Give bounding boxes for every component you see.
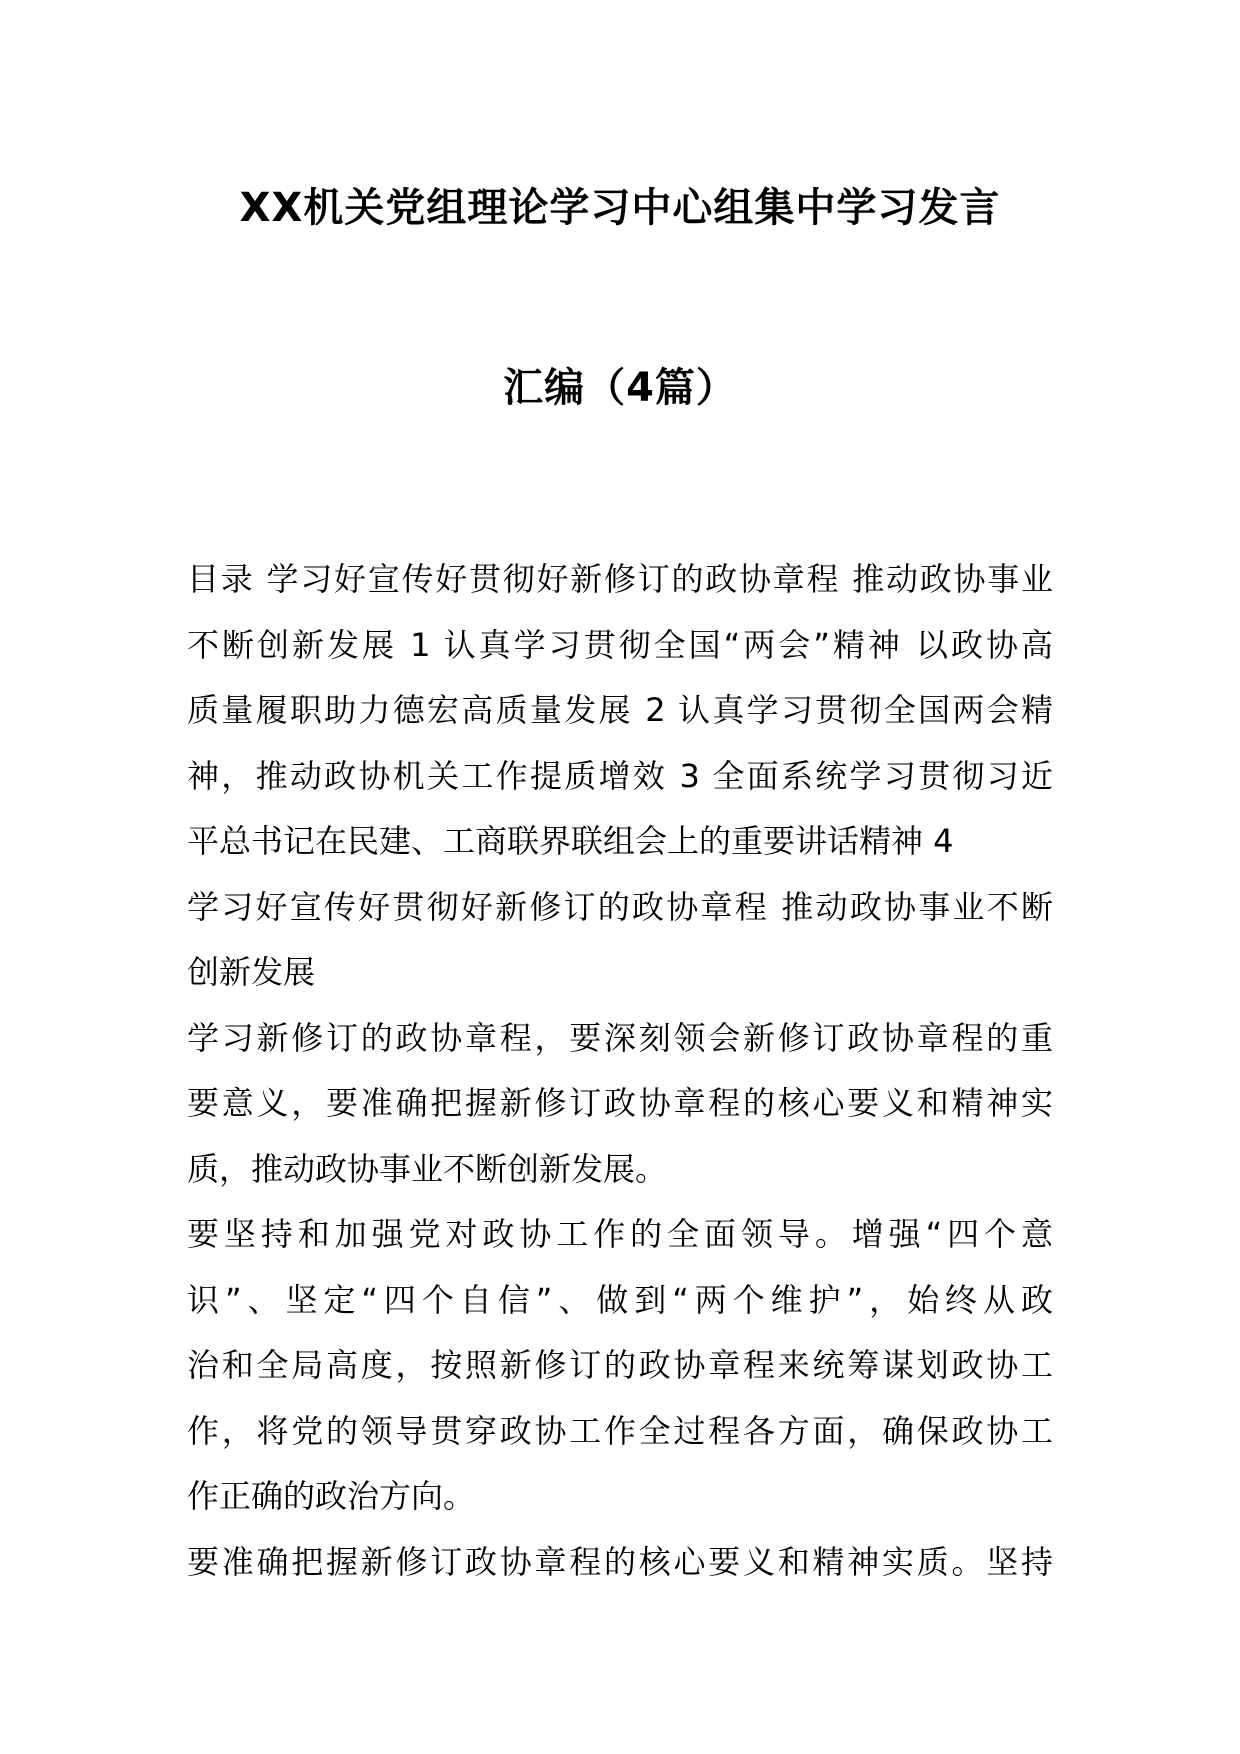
body-text-line: 治和全局高度，按照新修订的政协章程来统筹谋划政协工 [187, 1346, 1053, 1384]
document-body [187, 547, 1053, 1595]
body-text-line: 不断创新发展 1 认真学习贯彻全国“两会”精神 以政协高 [187, 625, 1053, 664]
body-text-line: 作，将党的领导贯穿政协工作全过程各方面，确保政协工 [187, 1411, 1053, 1450]
body-text-line: 质量履职助力德宏高质量发展 2 认真学习贯彻全国两会精 [187, 691, 1053, 729]
body-text-line: 平总书记在民建、工商联界联组会上的重要讲话精神 4 [187, 822, 954, 860]
body-text-line: 目录 学习好宣传好贯彻好新修订的政协章程 推动政协事业 [187, 560, 1053, 598]
body-text-line: 作正确的政治方向。 [187, 1477, 476, 1515]
body-text-line: 要意义，要准确把握新修订政协章程的核心要义和精神实 [187, 1084, 1053, 1122]
body-text-line: 识”、坚定“四个自信”、做到“两个维护”，始终从政 [187, 1280, 1053, 1319]
body-text-line: 要坚持和加强党对政协工作的全面领导。增强“四个意 [187, 1215, 1053, 1253]
body-text-line: 质，推动政协事业不断创新发展。 [187, 1149, 668, 1188]
document-title-line-2: 汇编（4篇） [503, 365, 737, 411]
body-text-line: 创新发展 [187, 953, 316, 991]
body-text-line: 神，推动政协机关工作提质增效 3 全面系统学习贯彻习近 [187, 756, 1053, 795]
body-text-line: 学习好宣传好贯彻好新修订的政协章程 推动政协事业不断 [187, 887, 1053, 926]
document-title-line-1: XX机关党组理论学习中心组集中学习发言 [239, 185, 1001, 231]
body-text-line: 要准确把握新修订政协章程的核心要义和精神实质。坚持 [187, 1542, 1053, 1581]
body-text-line: 学习新修订的政协章程，要深刻领会新修订政协章程的重 [187, 1018, 1053, 1057]
